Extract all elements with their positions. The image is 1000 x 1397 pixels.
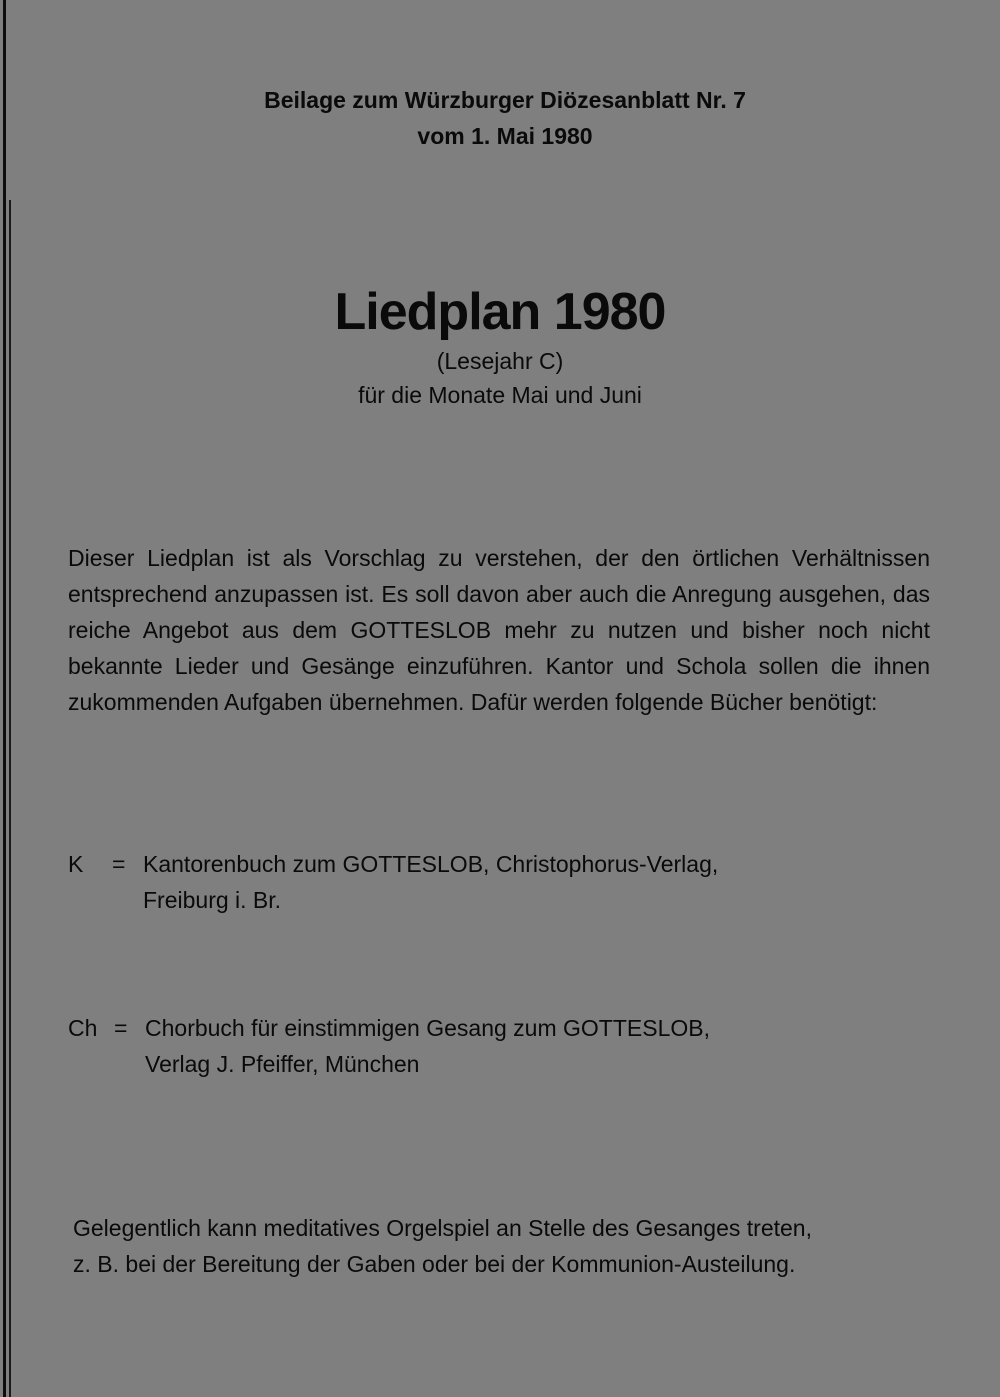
definition-equals: = [114,1015,128,1041]
definition-line-2: Verlag J. Pfeiffer, München [145,1051,420,1077]
supplement-header [0,82,1000,154]
definition-line-1: Chorbuch für einstimmigen Gesang zum GOTTESLOB, [145,1015,710,1041]
header-line-1: Beilage zum Würzburger Diözesanblatt Nr. 7 [264,87,746,113]
subtitle-year: (Lesejahr C) [436,348,564,374]
title-block [0,280,1000,412]
binding-edge [0,0,12,1397]
closing-paragraph [73,1210,943,1282]
binding-line-outer [3,0,6,1397]
page-title: Liedplan 1980 [334,283,666,341]
definition-text [145,1010,925,1082]
intro-paragraph: Dieser Liedplan ist als Vorschlag zu verstehen, der den örtlichen Verhältnissen entsprechend anzupassen ist. Es soll davon aber auch die Anregung ausgehen, das reiche Angebot aus dem GOTTESLOB mehr zu nutzen und bisher noch nicht bekannte Lieder und Gesänge einzuführen. Kantor und Schola sollen die ihnen zukommenden Aufgaben übernehmen. Dafür werden folgende Bücher benötigt: [68,545,930,715]
definition-abbreviation: Ch [68,1015,98,1041]
closing-line-2: z. B. bei der Bereitung der Gaben oder bei der Kommunion-Austeilung. [73,1251,796,1277]
header-line-2: vom 1. Mai 1980 [417,123,593,149]
definition-line-2: Freiburg i. Br. [143,887,282,913]
closing-line-1: Gelegentlich kann meditatives Orgelspiel an Stelle des Gesanges treten, [73,1215,812,1241]
definition-text [143,846,923,918]
definition-equals: = [112,851,126,877]
subtitle-months: für die Monate Mai und Juni [358,382,642,408]
definition-abbreviation: K [68,851,84,877]
definition-line-1: Kantorenbuch zum GOTTESLOB, Christophorus-Verlag, [143,851,719,877]
